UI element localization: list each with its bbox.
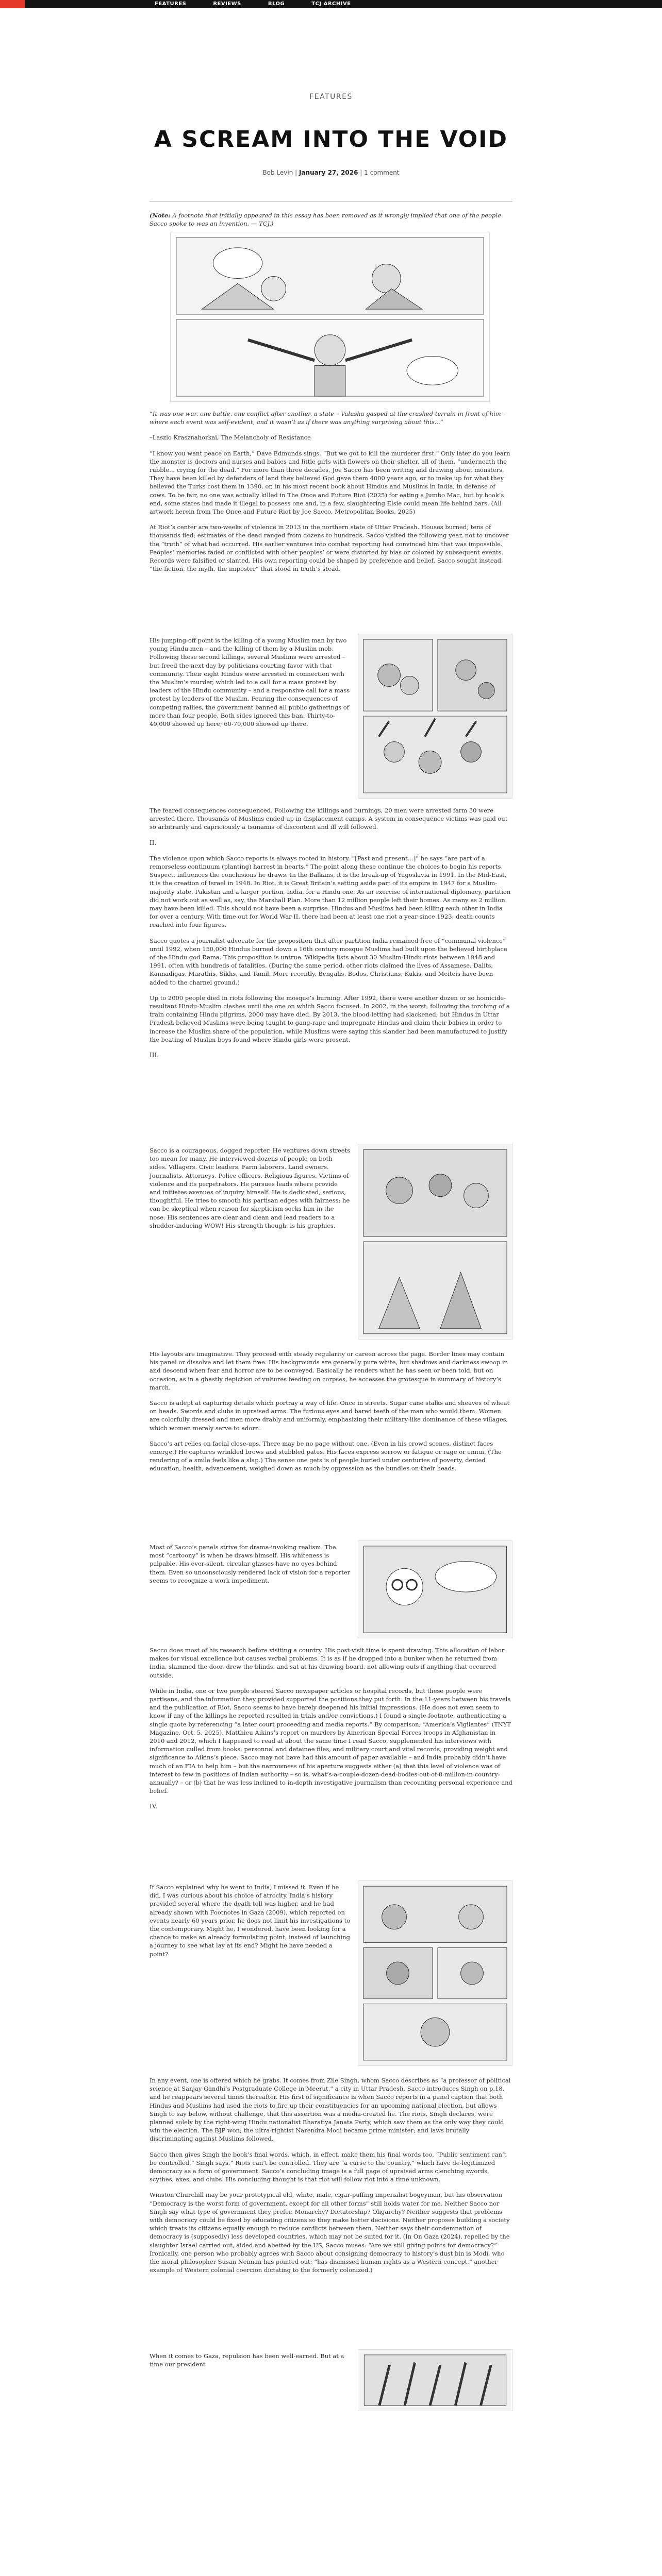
editor-note: (Note: A footnote that initially appeared in this essay has been removed as it wrongly implied that one of the people Sacco spoke to was an invention. — TCJ.) [150, 212, 501, 228]
paragraph: In any event, one is offered which he grabs. It comes from Zile Singh, whom Sacco describes as “a professor of political science at Sanjay Gandhi’s Postgraduate College in Meerut,” a city in Uttar Pradesh. Sacco introduces Singh on p.18, and he reappears several times thereafter. His first of significance is when Sacco reports in a panel caption that both Hindus and Muslims had used the riots to fire up their constituencies for an upcoming national election, but allows Singh to say below, without challenge, that this assertion was a media-created lie. The riots, Singh declares, were planned solely by the right-wing Hindu nationalist Bharatiya Janata Party, which saw them as the only way they could win the election. The BJP won; the ultra-rightist Narendra Modi became prime minister; and laws brutally discriminating against Muslims followed. [150, 2077, 511, 2143]
paragraph: The feared consequences consequenced. Following the killings and burnings, 20 men were arrested farm 30 were arrested there. Thousands of Muslims ended up in displacement camps. A system in consequence victims was paid out so arbitrarily and capriciously a tsunamis of discontent and ill will followed. [150, 807, 508, 831]
selfportrait-drawing [358, 1541, 512, 1638]
comic-selfportrait-figure [358, 1540, 512, 1638]
comic-interview-figure [358, 1880, 512, 2066]
paragraph: His jumping-off point is the killing of a young Muslim man by two young Hindu men – and the killing of them by a Muslim mob. Following these second killings, several Muslims were arrested – but freed the next day by politicians courting favor with that community. Their eight Hindus were arrested in connection with the Muslim’s murder, which led to a call for a mass protest by leaders of the Hindu community – and a responsive call for a mass protest by leaders of the Muslim. Fearing the consequences of competing rallies, the government banned all public gatherings of more than four people. Both sides ignored this ban. Thirty-to-40,000 showed up here; 60-70,000 showed up there. [150, 637, 350, 728]
violence-drawing [358, 1144, 512, 1339]
comic-final-figure [358, 2349, 512, 2411]
section-heading: IV. [150, 1803, 158, 1810]
article-title: A SCREAM INTO THE VOID [154, 126, 508, 152]
paragraph: The violence upon which Sacco reports is always rooted in history. “[Past and present...]” he says “are part of a remorseless continuum (planting) harrest in hearts.” The point along these continue the choices to begin his reports. Suspect, influences the conclusions he draws. In the Balkans, it is the break-up of Yugoslavia in 1991. In the Mid-East, it is the creation of Israel in 1948. In Riot, it is Great Britain’s setting aside part of its empire in 1947 for a Muslim-majority state, Pakistan and a larger portion, India, for a Hindu one. As an exercise of international diplomacy, partition did not work out as well as, say, the Marshall Plan. More than 12 million people left their homes. As many as 2 million may have been killed. This should not have been a surprise. Hindus and Muslims had been killing each other in India for over a century. With time out for World War II, there had been at least one riot a year since 1923; death counts reached into four figures. [150, 854, 511, 929]
paragraph: “I know you want peace on Earth,” Dave Edmunds sings. “But we got to kill the murderer first.” Only later do you learn the monster is doctors and nurses and babies and little girls with flowers on their shelter, all of them, “underneath the rubble... crying for the dead.” For more than three decades, Joe Sacco has been writing and drawing about monsters. They have been killed by defenders of land they believed God gave them 4000 years ago, or to make up for what they believed the Turks cost them in 1390, or, in his most recent book about Hindus and Muslims in India, in defense of cows. To be fair, no one was actually killed in The Once and Future Riot (2025) for eating a Jumbo Mac, but by book’s end, some states had made it illegal to possess one and, in a few, slaughtering Elsie could mean life behind bars. (All artwork herein from The Once and Future Riot by Joe Sacco, Metropolitan Books, 2025) [150, 449, 510, 516]
crowd-drawing [358, 634, 512, 798]
paragraph: At Riot’s center are two-weeks of violence in 2013 in the northern state of Uttar Pradesh. Houses burned; tens of thousands fled; estimates of the dead ranged from dozens to hundreds. Sacco visited the following year, not to uncover the “truth” of what had occurred. His earlier ventures into combat reporting had convinced him that was impossible. Peoples’ memories faded or conflicted with other peoples’ or were distorted by bias or colored by subsequent events. Records were falsified or slanted. His own reporting could be shaped by preference and belief. Sacco sought instead, “the fiction, the myth, the imposter” that stood in truth’s stead. [150, 523, 509, 573]
byline: Bob Levin | January 27, 2026 | 1 comment [262, 169, 400, 176]
top-nav-bar [0, 0, 662, 8]
paragraph: When it comes to Gaza, repulsion has been well-earned. But at a time our president [150, 2352, 344, 2368]
publish-date: January 27, 2026 [299, 169, 358, 176]
article-body-9 [150, 2076, 512, 2281]
comic-panel-drawing [171, 232, 489, 401]
section-kicker[interactable]: FEATURES [309, 93, 353, 101]
nav-item-archive[interactable]: TCJ ARCHIVE [311, 1, 351, 7]
paragraph: Sacco is a courageous, dogged reporter. He ventures down streets too mean for many. He interviewed dozens of people on both sides. Villagers. Civic leaders. Farm laborers. Land owners. Journalists. Attorneys. Police officers. Religious figures. Victims of violence and its perpetrators. He pursues leads where provide and initiates avenues of inquiry himself. He is dedicated, serious, thoughtful. He tries to smooth his partisan edges with fairness; he can be skeptical when reason for skepticism socks him in the nose. His sentences are clear and clean and lead readers to a shudder-inducing WOW! His strength though, is his graphics. [150, 1147, 351, 1229]
author-link[interactable]: Bob Levin [262, 169, 293, 176]
paragraph: Sacco then gives Singh the book’s final words, which, in effect, make them his final words too. “Public sentiment can’t be controlled,” Singh says.” Riots can’t be controlled. They are “a curse to the country,” which have de-legitimized democracy as a form of government. Sacco’s concluding image is a full page of upraised arms clenching swords, scythes, axes, and clubs. His concluding thought is that riot will follow riot into a time unknown. [150, 2150, 507, 2183]
article-body-5 [150, 1350, 512, 1480]
section-heading: III. [150, 1052, 159, 1059]
epigraph-source: –Laszlo Krasznahorkai, The Melancholy of Resistance [150, 434, 311, 442]
paragraph: Sacco quotes a journalist advocate for the proposition that after partition India remained free of “communal violence” until 1992, when 150,000 Hindus burned down a 16th century mosque Muslims had built upon the believed birthplace of the Hindu god Rama. This proposition is untrue. Wikipedia lists about 30 Muslim-Hindu riots between 1948 and 1991, often with hundreds of fatalities. (During the same period, other riots claimed the lives of Assamese, Dalits, Kannadigas, Marathis, Sikhs, and Tamil. More recently, Bengalis, Bodos, Christians, Kukis, and Meiteis have been added to the charnel ground.) [150, 937, 507, 986]
nav-item-features[interactable]: FEATURES [155, 1, 187, 7]
section-heading: II. [150, 839, 157, 846]
interview-drawing [358, 1881, 512, 2065]
paragraph: Most of Sacco’s panels strive for drama-invoking realism. The most “cartoony” is when he draws himself. His whiteness is palpable. His ever-silent, circular glasses have no eyes behind them. Even so unconsciously rendered lack of vision for a reporter seems to recognize a work impediment. [150, 1544, 351, 1584]
article-body-6 [150, 1543, 351, 1592]
comic-violence-figure [358, 1144, 512, 1340]
paragraph: Sacco’s art relies on facial close-ups. There may be no page without one. (Even in his crowd scenes, distinct faces emerge.) He captures wrinkled brows and stubbled pates. His faces express sorrow or fatigue or rage or ennui. (The rendering of a smile feels like a slap.) The sense one gets is of people buried under centuries of poverty, denied education, health, advancement, weighed down as much by oppression as the bundles on their heads. [150, 1439, 502, 1472]
paragraph: Sacco is adept at capturing details which portray a way of life. Once in streets. Sugar cane stalks and sheaves of wheat on heads. Swords and clubs in upraised arms. The furious eyes and bared teeth of the man who would them. Women are colorfully dressed and men more drably and uniformly, emphasizing their military-like dominance of these villages, which women merely serve to adorn. [150, 1399, 510, 1432]
comments-link[interactable]: 1 comment [364, 169, 400, 176]
paragraph: His layouts are imaginative. They proceed with steady regularity or careen across the page. Border lines may contain his panel or dissolve and let them free. His backgrounds are generally pure white, but shadows and darkness swoop in and descend when fear and horror are to be conveyed. Basically he renders what he has seen or been told, but on occasion, as in a ghastly depiction of vultures feeding on corpses, he accesses the grotesque in summary of history’s march. [150, 1350, 508, 1391]
paragraph: Sacco does most of his research before visiting a country. His post-visit time is spent drawing. This allocation of labor makes for visual excellence but causes verbal problems. It is as if he dropped into a bunker when he returned from India, slammed the door, drew the blinds, and sat at his drawing board, not allowing outs if anything that occurred outside. [150, 1647, 505, 1679]
paragraph: Up to 2000 people died in riots following the mosque’s burning. After 1992, there were another dozen or so homicide-resultant Hindu-Muslim clashes until the one on which Sacco focused. In 2002, in the worst, following the torching of a train containing Hindu pilgrims, 2000 may have died. By 2013, the blood-letting had slackened; but Hindus in Uttar Pradesh believed Muslims were being taught to gang-rape and impregnate Hindus and claim their babies in order to increase the Muslim share of the population, while Muslims were saying this slander had been manufactured to justify the beating of Muslim boys found where Hindu girls were present. [150, 994, 510, 1043]
paragraph: While in India, one or two people steered Sacco newspaper articles or hospital records, but these people were partisans, and the information they provided supported the positions they put forth. In the 11-years between his travels and the publication of Riot, Sacco seems to have barely deepened his initial impressions. (He does not even seem to know if any of the killings he reported resulted in trials and/or convictions.) I found a single footnote, authenticating a single quote by referencing “a later court proceeding and media reports.” By comparison, “America’s Vigilantes” (TNYT Magazine, Oct. 5, 2025), Matthieu Aikins’s report on murders by American Special Forces troops in Afghanistan in 2010 and 2012, which I happened to read at about the same time I read Sacco, supplemented his interviews with information culled from books, personnel and detainee files, and military court and vital records, providing weight and significance to Aikins’s piece. Sacco may not have had this amount of paper available – and India probably didn’t have much of an FIA to help him – but the narrowness of his aperture suggests either (a) that this level of violence was of interest to few in positions of Indian authority – so is, what’s-a-couple-dozen-dead-bodies-out-of-8-million-in-country-annually? – or (b) that he was less inclined to in-depth investigative journalism than recounting personal experience and belief. [150, 1687, 512, 1795]
nav-item-blog[interactable]: BLOG [268, 1, 285, 7]
article-body-3 [150, 806, 512, 1066]
comic-crowd-figure [358, 634, 512, 799]
final-drawing [358, 2350, 512, 2411]
article-body-8 [150, 1883, 351, 1965]
comic-panel-figure [170, 232, 490, 402]
article-body-1 [150, 410, 512, 580]
nav-item-reviews[interactable]: REVIEWS [213, 1, 241, 7]
article-body-4 [150, 1146, 351, 1237]
epigraph: “It was one war, one battle, one conflict after another, a state – Valusha gasped at the crushed terrain in front of him – where each event was self-evident, and it wasn’t as if there was anything surprising about this...” [150, 410, 506, 426]
article-body-10 [150, 2352, 351, 2376]
article-body-2 [150, 636, 351, 735]
main-nav [155, 0, 351, 8]
article-body-7 [150, 1646, 512, 1818]
paragraph: If Sacco explained why he went to India, I missed it. Even if he did, I was curious about his choice of atrocity. India’s history provided several where the death toll was higher, and he had already shown with Footnotes in Gaza (2009), which reported on events nearly 60 years prior, he does not limit his investigations to the contemporary. Might he, I wondered, have been looking for a chance to make an already formulating point, instead of launching a journey to see what lay at its end? Might he have needed a point? [150, 1884, 351, 1958]
paragraph: Winston Churchill may be your prototypical old, white, male, cigar-puffing imperialist bogeyman, but his observation “Democracy is the worst form of government, except for all other forms” still holds water for me. Neither Sacco nor Singh say what type of government they prefer. Monarchy? Dictatorship? Oligarchy? Neither suggests that problems with democracy could be fixed by educating citizens so they make better decisions. Neither proposes building a society which treats its citizens equally enough to reduce conflicts between them. Neither says their condemnation of democracy is (supposedly) less developed countries, which may not be suited for it. (In On Gaza (2024), repelled by the slaughter Israel carried out, aided and abetted by the US, Sacco muses: “Are we still giving points for democracy?” Ironically, one person who probably agrees with Sacco about consigning democracy to history’s dust bin is Modi, who the moral philosopher Susan Neiman has pointed out: “has dismissed human rights as a Western concept,” another example of Western colonial coercion dictating to the formerly colonized.) [150, 2191, 510, 2274]
site-logo[interactable] [0, 0, 25, 8]
